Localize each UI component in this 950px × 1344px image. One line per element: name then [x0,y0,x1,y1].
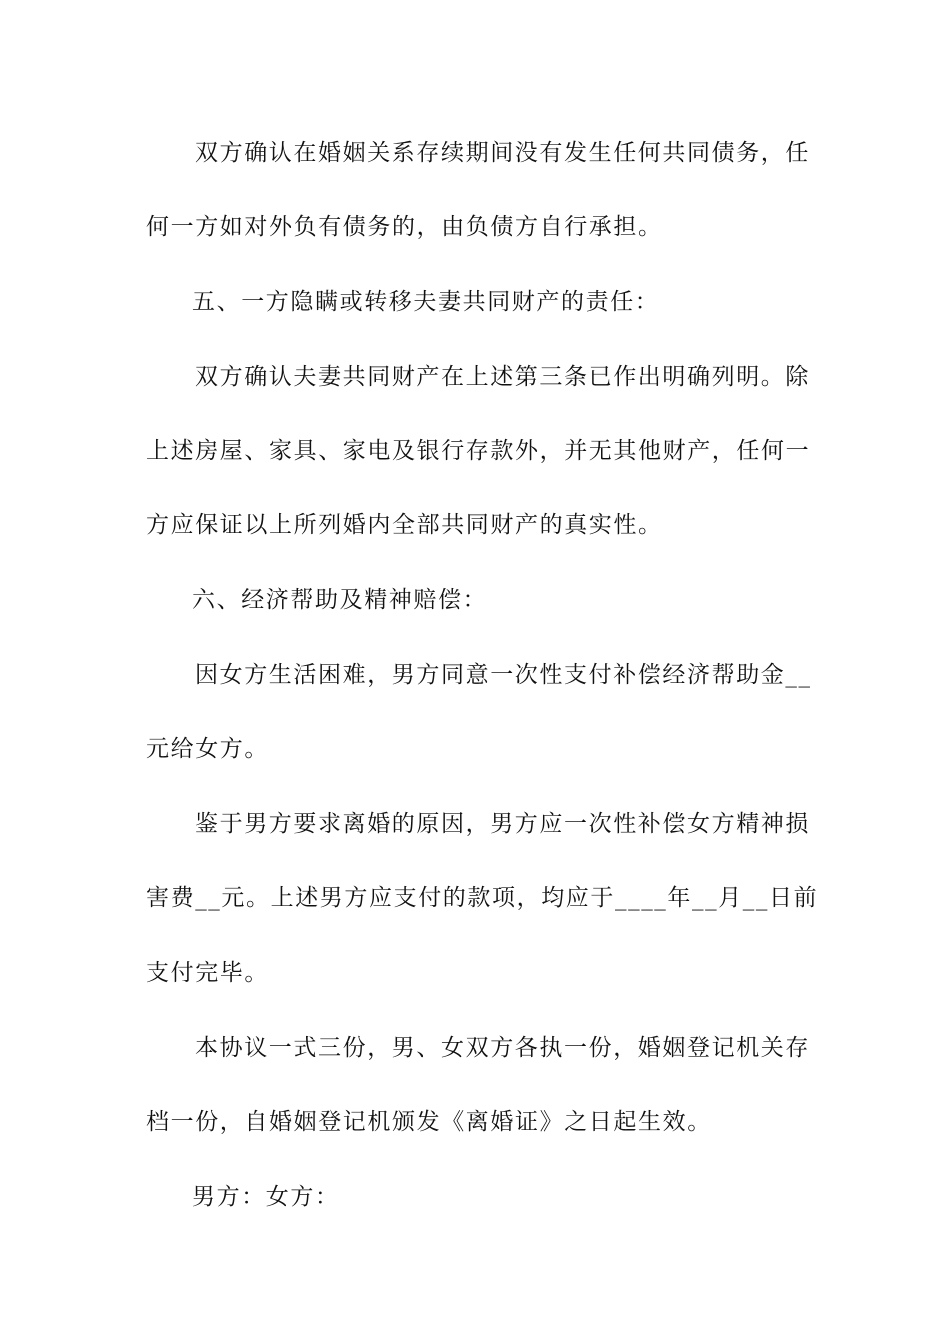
paragraph-copies-line-1: 本协议一式三份，男、女双方各执一份，婚姻登记机关存 [195,1035,810,1061]
paragraph-property-line-3: 方应保证以上所列婚内全部共同财产的真实性。 [146,512,663,538]
signature-line: 男方：女方： [192,1184,340,1210]
section-heading-six: 六、经济帮助及精神赔偿： [192,587,488,613]
paragraph-compensation-line-1: 鉴于男方要求离婚的原因，男方应一次性补偿女方精神损 [195,811,810,837]
paragraph-debt-line-2: 何一方如对外负有债务的，由负债方自行承担。 [146,214,663,240]
paragraph-compensation-line-2: 害费__元。上述男方应支付的款项，均应于____年__月__日前 [146,885,819,911]
paragraph-compensation-line-3: 支付完毕。 [146,960,269,986]
paragraph-debt-line-1: 双方确认在婚姻关系存续期间没有发生任何共同债务，任 [195,140,810,166]
paragraph-copies-line-2: 档一份，自婚姻登记机颁发《离婚证》之日起生效。 [146,1109,712,1135]
paragraph-help-line-1: 因女方生活困难，男方同意一次性支付补偿经济帮助金__ [195,662,812,688]
section-heading-five: 五、一方隐瞒或转移夫妻共同财产的责任： [192,289,660,315]
paragraph-help-line-2: 元给女方。 [146,736,269,762]
paragraph-property-line-2: 上述房屋、家具、家电及银行存款外，并无其他财产，任何一 [146,438,811,464]
paragraph-property-line-1: 双方确认夫妻共同财产在上述第三条已作出明确列明。除 [195,364,810,390]
